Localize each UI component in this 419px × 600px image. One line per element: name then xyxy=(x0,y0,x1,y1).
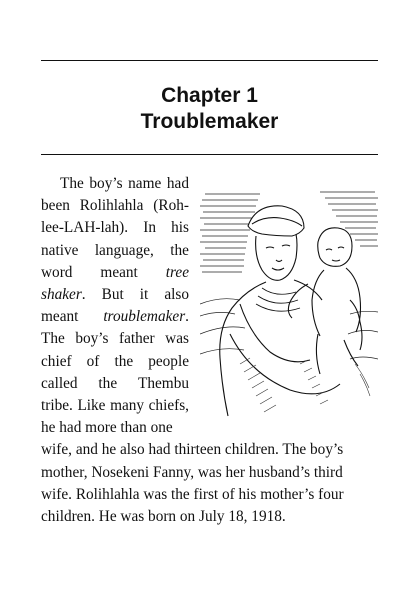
text-line: mother, Nosekeni Fanny, was her husband’s third xyxy=(41,463,343,481)
text-line: lee-LAH-lah). In his xyxy=(41,219,189,237)
text-line: children. He was born on July 18, 1918. xyxy=(41,508,286,526)
chapter-title: Troublemaker xyxy=(140,110,279,133)
shading-strokes xyxy=(240,358,370,412)
text-line: called the Thembu xyxy=(41,374,189,392)
text-line: tribe. Like many chiefs, xyxy=(41,397,189,415)
text-line: The boy’s father was xyxy=(41,330,189,348)
child-figure xyxy=(288,228,362,374)
text-line: he had more than one xyxy=(41,419,173,437)
mother-and-child-illustration xyxy=(200,184,378,422)
chapter-number: Chapter 1 xyxy=(161,84,258,107)
text-line: native language, the xyxy=(41,241,189,259)
text-line: shaker. But it also xyxy=(41,286,189,304)
text-line: chief of the people xyxy=(41,352,189,370)
text-line: The boy’s name had xyxy=(60,175,189,192)
top-divider xyxy=(41,60,378,61)
text-line: wife, and he also had thirteen children. The boy’s xyxy=(41,441,344,459)
text-line: meant troublemaker. xyxy=(41,308,189,326)
text-line: wife. Rolihlahla was the first of his mother’s four xyxy=(41,485,344,503)
chapter-heading xyxy=(0,83,419,135)
text-line: word meant tree xyxy=(41,263,189,281)
bottom-divider xyxy=(41,154,378,155)
text-line: been Rolihlahla (Roh- xyxy=(41,197,189,215)
